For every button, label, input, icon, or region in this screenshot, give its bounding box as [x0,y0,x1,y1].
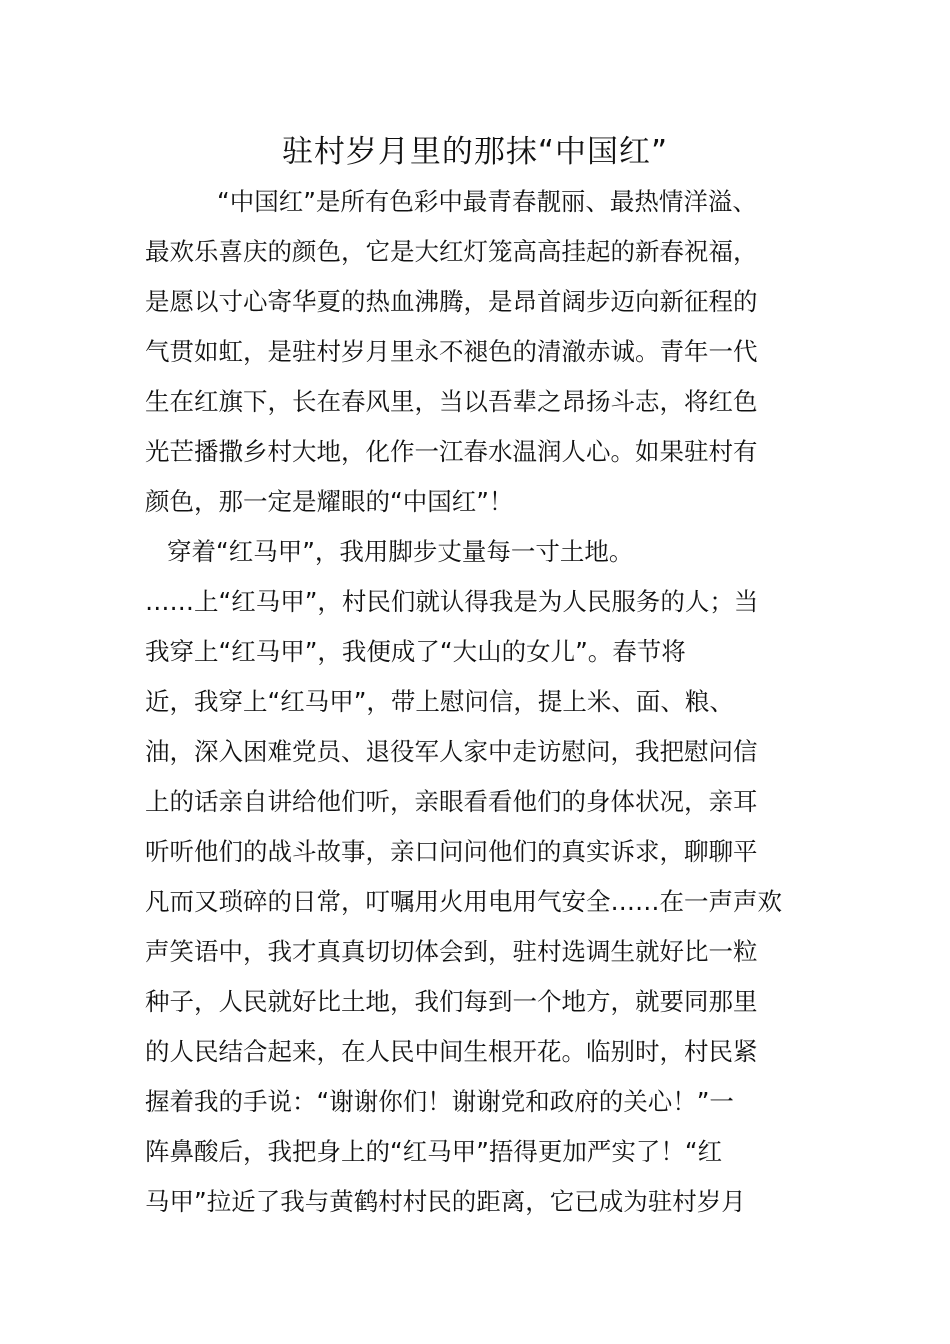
body-line: ……上“红马甲”，村民们就认得我是为人民服务的人；当 [145,587,759,616]
body-line: 握着我的手说：“谢谢你们！谢谢党和政府的关心！”一 [145,1087,734,1116]
body-line: 近，我穿上“红马甲”，带上慰问信，提上米、面、粮、 [145,687,734,716]
body-line: 声笑语中，我才真真切切体会到，驻村选调生就好比一粒 [145,937,758,966]
document-title: 驻村岁月里的那抹“中国红” [281,134,669,170]
body-line: 光芒播撒乡村大地，化作一江春水温润人心。如果驻村有 [145,437,758,466]
body-line: “中国红”是所有色彩中最青春靓丽、最热情洋溢、 [217,187,757,216]
body-line: 是愿以寸心寄华夏的热血沸腾，是昂首阔步迈向新征程的 [145,287,758,316]
body-line: 生在红旗下，长在春风里，当以吾辈之昂扬斗志，将红色 [145,387,758,416]
body-line: 阵鼻酸后，我把身上的“红马甲”捂得更加严实了！“红 [145,1137,723,1166]
body-line: 我穿上“红马甲”，我便成了“大山的女儿”。春节将 [145,637,686,666]
body-line: 颜色，那一定是耀眼的“中国红”！ [145,487,514,516]
body-line: 马甲”拉近了我与黄鹤村村民的距离，它已成为驻村岁月 [145,1187,746,1216]
body-line: 的人民结合起来，在人民中间生根开花。临别时，村民紧 [145,1037,758,1066]
body-line: 种子，人民就好比土地，我们每到一个地方，就要同那里 [145,987,758,1016]
section-lead-line: 穿着“红马甲”，我用脚步丈量每一寸土地。 [167,537,634,566]
body-line: 凡而又琐碎的日常，叮嘱用火用电用气安全……在一声声欢 [145,887,782,916]
document-body [145,177,815,1227]
body-line: 气贯如虹，是驻村岁月里永不褪色的清澈赤诚。青年一代 [145,337,758,366]
body-line: 上的话亲自讲给他们听，亲眼看看他们的身体状况，亲耳 [145,787,758,816]
body-line: 油，深入困难党员、退役军人家中走访慰问，我把慰问信 [145,737,758,766]
body-line: 听听他们的战斗故事，亲口问问他们的真实诉求，聊聊平 [145,837,758,866]
body-line: 最欢乐喜庆的颜色，它是大红灯笼高高挂起的新春祝福， [145,237,758,266]
